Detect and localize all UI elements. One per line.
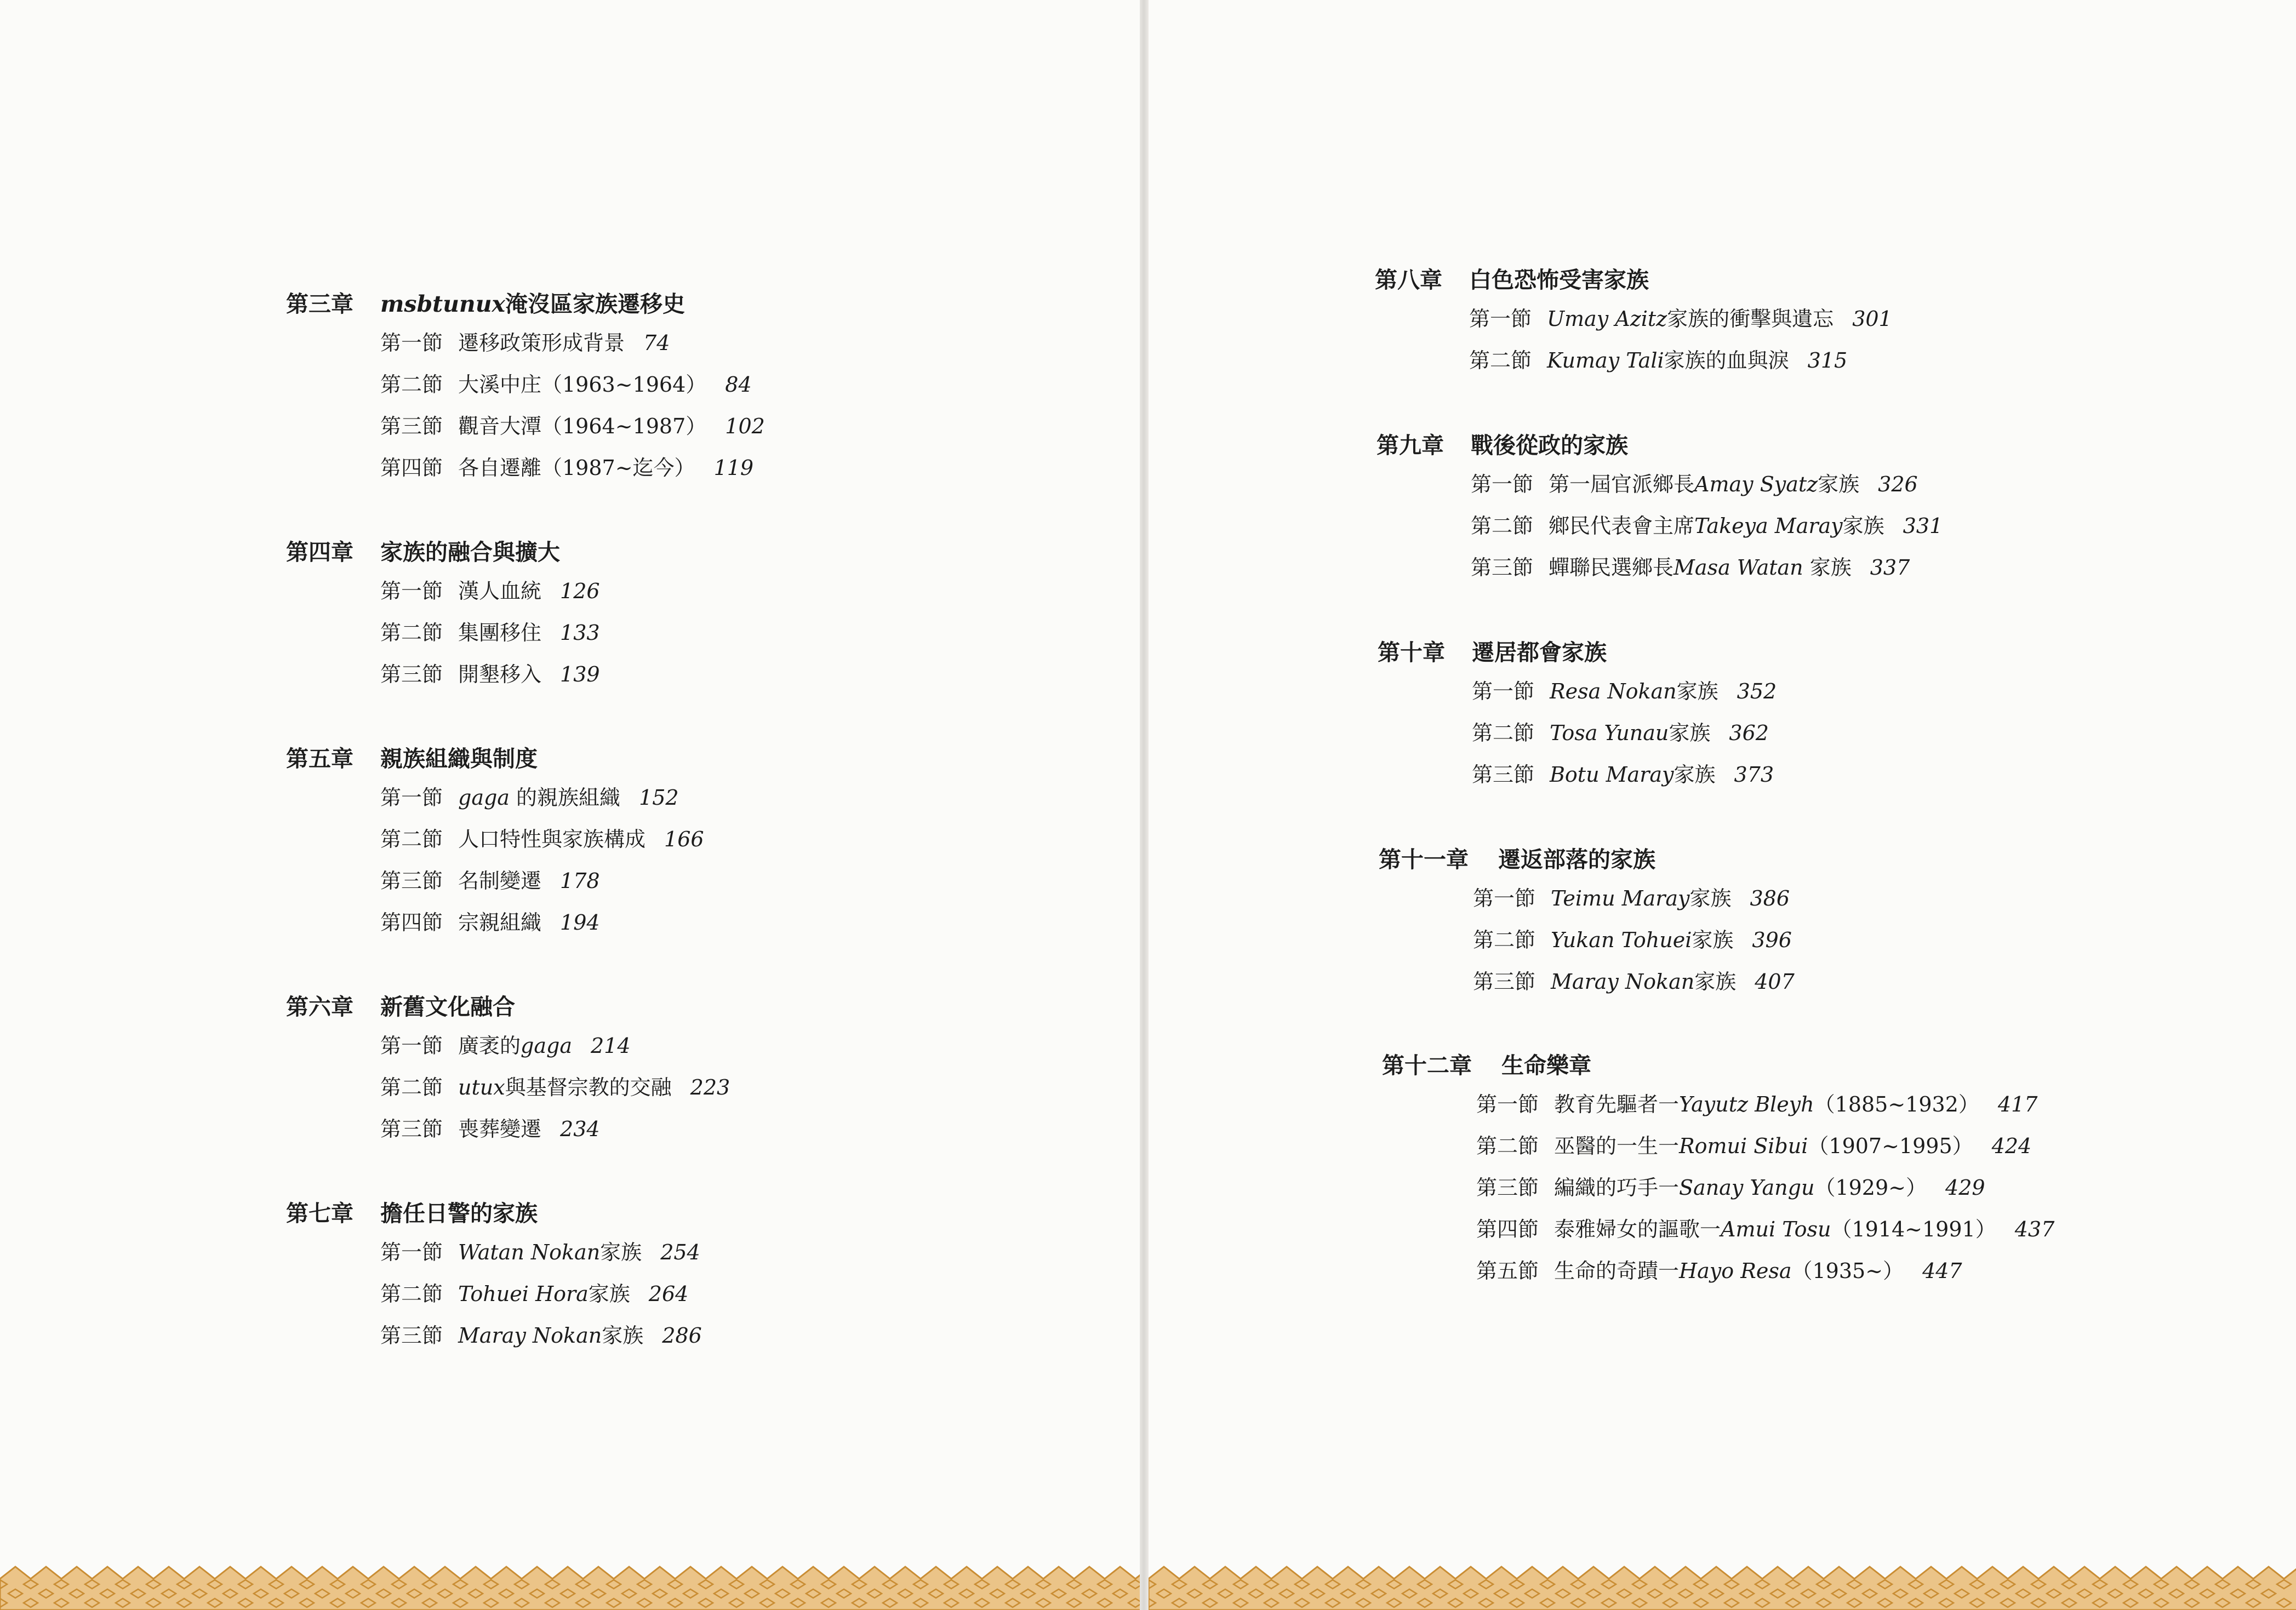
section-entry[interactable] (380, 368, 765, 409)
section-number: 第四節 (380, 910, 443, 935)
title-text-run: 巫醫的一生一 (1554, 1134, 1680, 1158)
section-number: 第二節 (380, 1282, 443, 1306)
section-title (1551, 965, 1736, 995)
section-number: 第一節 (380, 786, 443, 810)
section-title (458, 657, 541, 687)
section-entry[interactable] (1473, 923, 1795, 965)
section-number: 第二節 (1473, 928, 1536, 952)
page-number: 326 (1878, 472, 1918, 496)
section-title (458, 1112, 541, 1142)
section-number: 第三節 (380, 869, 443, 893)
page-number: 396 (1752, 928, 1792, 952)
title-text-run: 泰雅婦女的謳歌一 (1554, 1217, 1721, 1241)
page-number: 178 (560, 869, 600, 893)
page-number: 74 (643, 331, 670, 355)
title-text-run: 遷返部落的家族 (1498, 846, 1655, 873)
section-title (1554, 1254, 1904, 1284)
section-title (458, 574, 541, 604)
section-entry[interactable] (1473, 881, 1795, 923)
section-title (458, 368, 706, 398)
title-text-run: Amui Tosu (1721, 1217, 1831, 1241)
page-number: 264 (648, 1282, 689, 1306)
page-number: 152 (639, 786, 679, 810)
chapter-heading[interactable] (286, 989, 730, 1021)
decorative-border-left (0, 1563, 1140, 1610)
section-list (1476, 1087, 2054, 1296)
section-entry[interactable] (1471, 551, 1943, 592)
section-title (1550, 716, 1710, 746)
section-entry[interactable] (380, 1112, 730, 1154)
section-entry[interactable] (1471, 467, 1943, 509)
chapter-entry (1379, 841, 1795, 1006)
title-text-run: Yayutz Bleyh (1679, 1092, 1814, 1116)
section-list (1471, 467, 1943, 592)
title-text-run: 人口特性與家族構成 (458, 827, 646, 851)
title-text-run: 擔任日警的家族 (380, 1200, 538, 1227)
page-number: 352 (1737, 679, 1777, 703)
section-entry[interactable] (380, 1235, 702, 1277)
section-list (380, 326, 765, 492)
section-list (1472, 674, 1777, 799)
title-text-run: Botu Maray (1550, 763, 1674, 787)
section-title (1554, 1171, 1927, 1201)
book-gutter (1140, 0, 1149, 1610)
page-number: 362 (1729, 721, 1769, 745)
right-page (1149, 0, 2296, 1610)
chapter-number: 第十章 (1378, 639, 1445, 666)
title-text-run: 名制變遷 (458, 869, 542, 893)
page-number: 84 (725, 373, 752, 397)
chapter-heading[interactable] (1375, 262, 1892, 294)
title-text-run: 大溪中庄（1963~1964） (458, 373, 707, 397)
section-title (458, 1277, 630, 1307)
title-text-run: Masa Watan (1674, 555, 1803, 580)
title-text-run: （1935~） (1791, 1259, 1904, 1283)
section-number: 第一節 (1469, 307, 1532, 331)
chapter-heading[interactable] (1382, 1047, 2054, 1080)
title-text-run: Maray Nokan (458, 1323, 602, 1348)
section-title (458, 1235, 642, 1265)
section-number: 第三節 (380, 662, 443, 686)
section-title (458, 451, 695, 481)
page-number: 119 (713, 456, 754, 480)
section-title (458, 409, 706, 439)
section-title (1550, 758, 1716, 788)
section-number: 第四節 (380, 456, 443, 480)
title-text-run: 編織的巧手一 (1554, 1176, 1680, 1200)
section-title (1549, 467, 1859, 497)
title-text-run: 家族 (588, 1282, 630, 1306)
section-number: 第一節 (1472, 679, 1535, 703)
chapter-heading[interactable] (286, 1195, 702, 1228)
chapter-entry (286, 1195, 702, 1360)
chapter-heading[interactable] (1379, 841, 1795, 874)
chapter-entry (1378, 634, 1777, 799)
chapter-number: 第七章 (286, 1200, 353, 1227)
chapter-number: 第九章 (1377, 432, 1444, 459)
page-number: 254 (660, 1240, 700, 1264)
title-text-run: 白色恐怖受害家族 (1469, 267, 1649, 293)
section-entry[interactable] (380, 574, 600, 616)
section-title (1554, 1129, 1973, 1159)
section-entry[interactable] (1476, 1212, 2054, 1254)
section-entry[interactable] (380, 822, 704, 864)
chapter-heading[interactable] (286, 534, 600, 566)
section-entry[interactable] (1472, 716, 1777, 758)
chapter-title (380, 989, 515, 1021)
title-text-run: 親族組織與制度 (380, 746, 538, 772)
title-text-run: 家族的融合與擴大 (380, 539, 560, 565)
chapter-number: 第五章 (286, 746, 353, 772)
chapter-number: 第十二章 (1382, 1052, 1472, 1079)
page-number: 214 (590, 1034, 631, 1058)
page-number: 223 (690, 1075, 730, 1099)
section-entry[interactable] (1469, 343, 1892, 385)
page-number: 424 (1991, 1134, 2032, 1158)
title-text-run: Yukan Tohuei (1551, 928, 1692, 952)
section-entry[interactable] (1473, 965, 1795, 1006)
chapter-heading[interactable] (286, 741, 704, 773)
title-text-run: 的親族組織 (509, 786, 621, 810)
section-number: 第二節 (380, 373, 443, 397)
section-number: 第一節 (380, 1240, 443, 1264)
section-title (458, 1029, 572, 1059)
section-number: 第二節 (380, 827, 443, 851)
title-text-run: 第一屆官派鄉長 (1549, 472, 1695, 496)
chapter-title (380, 741, 538, 773)
title-text-run: 宗親組織 (458, 910, 542, 935)
section-entry[interactable] (380, 864, 704, 906)
section-entry[interactable] (380, 616, 600, 657)
chapter-title (380, 534, 560, 566)
section-entry[interactable] (380, 1070, 730, 1112)
title-text-run: Teimu Maray (1551, 886, 1690, 910)
title-text-run: 蟬聯民選鄉長 (1549, 555, 1674, 580)
decorative-border-right (1149, 1563, 2296, 1610)
section-entry[interactable] (1476, 1087, 2054, 1129)
section-list (380, 781, 704, 947)
title-text-run: 家族 (1669, 721, 1711, 745)
title-text-run: 家族 (602, 1323, 644, 1348)
section-entry[interactable] (380, 326, 765, 368)
section-number: 第一節 (1473, 886, 1536, 910)
title-text-run: 新舊文化融合 (380, 994, 515, 1020)
title-text-run: （1929~） (1814, 1176, 1927, 1200)
section-title (458, 781, 620, 811)
chapter-entry (286, 534, 600, 699)
title-text-run: Tohuei Hora (458, 1282, 589, 1306)
title-text-run: （1907~1995） (1808, 1134, 1973, 1158)
page-number: 429 (1945, 1176, 1985, 1200)
title-text-run: Romui Sibui (1679, 1134, 1808, 1158)
section-number: 第二節 (1472, 721, 1535, 745)
title-text-run: Kumay Tali (1547, 348, 1664, 373)
title-text-run: （1914~1991） (1831, 1217, 1996, 1241)
title-text-run: 家族 (1694, 970, 1737, 994)
title-text-run: 家族 (1689, 886, 1732, 910)
title-text-run: 生命樂章 (1501, 1052, 1591, 1079)
page-number: 407 (1755, 970, 1795, 994)
section-title (1547, 343, 1789, 374)
section-entry[interactable] (380, 657, 600, 699)
section-number: 第三節 (1473, 970, 1536, 994)
chapter-entry (286, 286, 765, 492)
title-text-run: Tosa Yunau (1550, 721, 1669, 745)
section-number: 第五節 (1476, 1259, 1539, 1283)
title-text-run: 遷居都會家族 (1472, 639, 1607, 666)
section-number: 第三節 (380, 414, 443, 438)
title-text-run: Resa Nokan (1550, 679, 1677, 703)
chapter-entry (1375, 262, 1892, 385)
section-list (380, 1235, 702, 1360)
section-entry[interactable] (380, 451, 765, 492)
section-entry[interactable] (1472, 674, 1777, 716)
title-text-run: 觀音大潭（1964~1987） (458, 414, 707, 438)
page-number: 133 (560, 621, 600, 645)
chapter-entry (286, 989, 730, 1154)
title-text-run: 家族 (600, 1240, 642, 1264)
section-entry[interactable] (1476, 1171, 2054, 1212)
section-title (1554, 1212, 1996, 1242)
page-number: 139 (560, 662, 600, 686)
page-number: 315 (1807, 348, 1848, 373)
section-list (380, 1029, 730, 1154)
page-number: 337 (1870, 555, 1910, 580)
title-text-run: Takeya Maray (1694, 514, 1843, 538)
title-text-run: Amay Syatz (1694, 472, 1818, 496)
title-text-run: 教育先驅者一 (1554, 1092, 1680, 1116)
section-number: 第一節 (380, 579, 443, 603)
section-number: 第二節 (1471, 514, 1534, 538)
page-number: 447 (1922, 1259, 1962, 1283)
section-number: 第四節 (1476, 1217, 1539, 1241)
chapter-heading[interactable] (286, 286, 765, 318)
section-entry[interactable] (1476, 1129, 2054, 1171)
title-text-run: （1885~1932） (1814, 1092, 1979, 1116)
chapter-entry (1377, 427, 1943, 592)
page-number: 286 (662, 1323, 702, 1348)
section-entry[interactable] (380, 781, 704, 822)
title-text-run: 戰後從政的家族 (1471, 432, 1628, 459)
section-title (1551, 881, 1732, 912)
title-text-run: 淹沒區家族遷移史 (505, 291, 685, 317)
title-text-run: 家族 (1676, 679, 1718, 703)
title-text-run: 家族 (1842, 514, 1884, 538)
title-text-run: msbtunux (380, 291, 505, 317)
title-text-run: 各自遷離（1987~迄今） (458, 456, 695, 480)
chapter-title (1469, 262, 1649, 294)
chapter-number: 第三章 (286, 291, 353, 317)
title-text-run: 家族的血與淚 (1664, 348, 1789, 373)
title-text-run: Umay Azitz (1547, 307, 1667, 331)
section-number: 第一節 (380, 1034, 443, 1058)
section-entry[interactable] (380, 409, 765, 451)
page-number: 194 (560, 910, 600, 935)
chapter-title (1472, 634, 1607, 667)
section-list (380, 574, 600, 699)
title-text-run: gaga (521, 1034, 572, 1058)
chapter-heading[interactable] (1377, 427, 1943, 460)
section-title (458, 616, 541, 646)
title-text-run: 集團移住 (458, 621, 542, 645)
title-text-run: Sanay Yangu (1679, 1176, 1815, 1200)
page-number: 417 (1997, 1092, 2038, 1116)
section-number: 第二節 (380, 1075, 443, 1099)
section-entry[interactable] (1469, 302, 1892, 343)
section-number: 第一節 (1476, 1092, 1539, 1116)
chapter-number: 第四章 (286, 539, 353, 565)
chapter-title (380, 1195, 538, 1228)
section-title (1550, 674, 1718, 704)
section-title (1549, 551, 1852, 581)
section-list (1469, 302, 1892, 385)
section-title (1554, 1087, 1979, 1118)
section-title (458, 864, 541, 894)
title-text-run: 鄉民代表會主席 (1549, 514, 1695, 538)
section-title (458, 1319, 643, 1349)
section-list (1473, 881, 1795, 1006)
chapter-entry (1382, 1047, 2054, 1296)
section-number: 第三節 (1476, 1176, 1539, 1200)
section-number: 第三節 (1472, 763, 1535, 787)
left-page (0, 0, 1140, 1610)
title-text-run: Hayo Resa (1679, 1259, 1792, 1283)
page-number: 331 (1903, 514, 1943, 538)
section-number: 第三節 (380, 1323, 443, 1348)
chapter-heading[interactable] (1378, 634, 1777, 667)
chapter-title (1498, 841, 1655, 874)
chapter-number: 第十一章 (1379, 846, 1469, 873)
section-entry[interactable] (380, 1029, 730, 1070)
title-text-run: 家族 (1818, 472, 1860, 496)
section-title (1547, 302, 1834, 332)
title-text-run: 家族的衝擊與遺忘 (1667, 307, 1834, 331)
section-number: 第三節 (1471, 555, 1534, 580)
page-number: 234 (560, 1117, 600, 1141)
section-number: 第一節 (1471, 472, 1534, 496)
title-text-run: Watan Nokan (458, 1240, 601, 1264)
section-number: 第三節 (380, 1117, 443, 1141)
section-title (1551, 923, 1733, 953)
page-number: 373 (1734, 763, 1774, 787)
title-text-run: 喪葬變遷 (458, 1117, 542, 1141)
section-number: 第二節 (1469, 348, 1532, 373)
page-number: 386 (1750, 886, 1790, 910)
page-number: 102 (725, 414, 765, 438)
page-number: 126 (560, 579, 600, 603)
section-number: 第一節 (380, 331, 443, 355)
title-text-run: utux (458, 1075, 505, 1099)
page-number: 301 (1852, 307, 1892, 331)
title-text-run: 生命的奇蹟一 (1554, 1259, 1680, 1283)
section-title (458, 822, 646, 852)
section-number: 第二節 (380, 621, 443, 645)
title-text-run: 家族 (1674, 763, 1716, 787)
title-text-run: 與基督宗教的交融 (505, 1075, 672, 1099)
chapter-title (1471, 427, 1628, 460)
section-entry[interactable] (1476, 1254, 2054, 1296)
title-text-run: 遷移政策形成背景 (458, 331, 625, 355)
chapter-title (380, 286, 685, 318)
chapter-title (1501, 1047, 1591, 1080)
section-entry[interactable] (380, 1319, 702, 1360)
section-title (458, 326, 625, 356)
section-entry[interactable] (1471, 509, 1943, 551)
page-number: 166 (664, 827, 704, 851)
page-number: 437 (2014, 1217, 2055, 1241)
chapter-number: 第八章 (1375, 267, 1442, 293)
title-text-run: 家族 (1692, 928, 1734, 952)
section-title (458, 1070, 672, 1101)
chapter-number: 第六章 (286, 994, 353, 1020)
section-entry[interactable] (380, 1277, 702, 1319)
title-text-run: 家族 (1803, 555, 1852, 580)
section-title (458, 906, 541, 936)
title-text-run: 開墾移入 (458, 662, 542, 686)
chapter-entry (286, 741, 704, 947)
title-text-run: 漢人血統 (458, 579, 542, 603)
title-text-run: Maray Nokan (1551, 970, 1695, 994)
title-text-run: 廣袤的 (458, 1034, 521, 1058)
section-title (1549, 509, 1884, 539)
title-text-run: gaga (458, 786, 510, 810)
section-entry[interactable] (380, 906, 704, 947)
section-entry[interactable] (1472, 758, 1777, 799)
section-number: 第二節 (1476, 1134, 1539, 1158)
